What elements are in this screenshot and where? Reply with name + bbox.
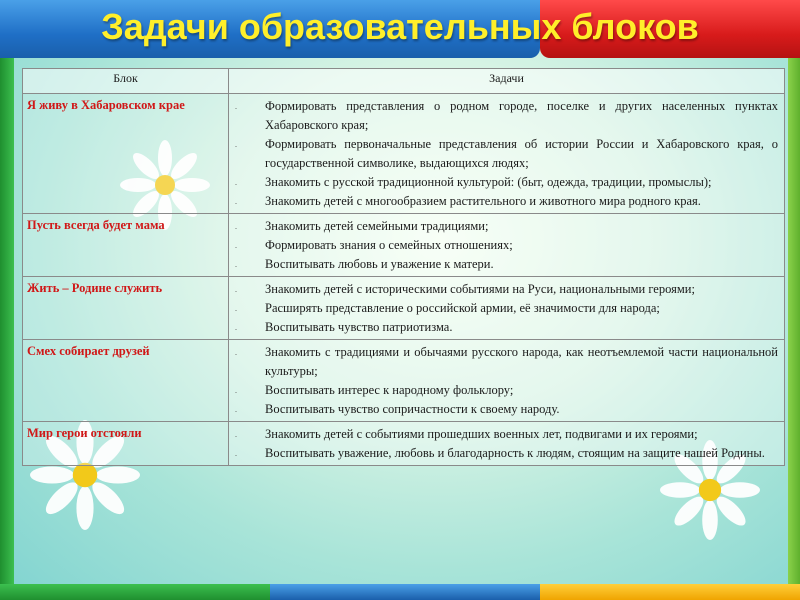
bullet: . bbox=[235, 222, 237, 231]
task-text: Расширять представление о российской армии, её значимости для народа; bbox=[265, 301, 660, 315]
task-list bbox=[229, 277, 785, 340]
task-item bbox=[235, 444, 778, 463]
bullet: . bbox=[235, 348, 237, 357]
task-item bbox=[235, 97, 778, 135]
header-block: Блок bbox=[23, 69, 229, 94]
block-name: Мир герои отстояли bbox=[23, 422, 229, 466]
bullet: . bbox=[235, 260, 237, 269]
task-list bbox=[229, 214, 785, 277]
bullet: . bbox=[235, 405, 237, 414]
task-text: Формировать представления о родном городе, поселке и других населенных пунктах Хабаровского края; bbox=[265, 99, 778, 132]
task-item bbox=[235, 400, 778, 419]
task-text: Знакомить с русской традиционной культурой: (быт, одежда, традиции, промыслы); bbox=[265, 175, 712, 189]
frame-bar-right-green bbox=[788, 58, 800, 600]
task-text: Воспитывать уважение, любовь и благодарность к людям, стоящим на защите нашей Родины. bbox=[265, 446, 765, 460]
task-item bbox=[235, 236, 778, 255]
bullet: . bbox=[235, 304, 237, 313]
task-item bbox=[235, 299, 778, 318]
bullet: . bbox=[235, 285, 237, 294]
task-text: Формировать знания о семейных отношениях; bbox=[265, 238, 513, 252]
task-item bbox=[235, 135, 778, 173]
tasks-table-container bbox=[22, 68, 785, 594]
bullet: . bbox=[235, 430, 237, 439]
task-item bbox=[235, 425, 778, 444]
task-text: Знакомить детей семейными традициями; bbox=[265, 219, 489, 233]
table-row bbox=[23, 340, 785, 422]
task-text: Формировать первоначальные представления об истории России и Хабаровского края, о государственной символике, выдающихся людях; bbox=[265, 137, 778, 170]
bullet: . bbox=[235, 449, 237, 458]
frame-bar-left-green bbox=[0, 58, 14, 600]
bullet: . bbox=[235, 323, 237, 332]
task-text: Знакомить с традициями и обычаями русского народа, как неотъемлемой части национальной культуры; bbox=[265, 345, 778, 378]
task-item bbox=[235, 192, 778, 211]
bullet: . bbox=[235, 102, 237, 111]
table-row bbox=[23, 214, 785, 277]
bullet: . bbox=[235, 197, 237, 206]
bullet: . bbox=[235, 140, 237, 149]
task-item bbox=[235, 318, 778, 337]
block-name: Смех собирает друзей bbox=[23, 340, 229, 422]
block-name: Я живу в Хабаровском крае bbox=[23, 94, 229, 214]
table-row bbox=[23, 422, 785, 466]
task-text: Воспитывать любовь и уважение к матери. bbox=[265, 257, 494, 271]
task-text: Знакомить детей с историческими событиями на Руси, национальными героями; bbox=[265, 282, 695, 296]
task-list bbox=[229, 340, 785, 422]
bullet: . bbox=[235, 386, 237, 395]
task-text: Воспитывать интерес к народному фольклору; bbox=[265, 383, 514, 397]
task-list bbox=[229, 94, 785, 214]
task-item bbox=[235, 280, 778, 299]
table-row bbox=[23, 277, 785, 340]
task-item bbox=[235, 173, 778, 192]
table-header-row bbox=[23, 69, 785, 94]
task-text: Знакомить детей с событиями прошедших военных лет, подвигами и их героями; bbox=[265, 427, 698, 441]
task-item bbox=[235, 381, 778, 400]
task-item bbox=[235, 343, 778, 381]
bullet: . bbox=[235, 178, 237, 187]
bullet: . bbox=[235, 241, 237, 250]
task-text: Воспитывать чувство сопричастности к своему народу. bbox=[265, 402, 560, 416]
block-name: Жить – Родине служить bbox=[23, 277, 229, 340]
header-tasks: Задачи bbox=[229, 69, 785, 94]
task-text: Воспитывать чувство патриотизма. bbox=[265, 320, 453, 334]
slide-title: Задачи образовательных блоков bbox=[101, 6, 699, 47]
table-row bbox=[23, 94, 785, 214]
task-item bbox=[235, 255, 778, 274]
tasks-table bbox=[22, 68, 785, 466]
task-text: Знакомить детей с многообразием растительного и животного мира родного края. bbox=[265, 194, 701, 208]
task-item bbox=[235, 217, 778, 236]
block-name: Пусть всегда будет мама bbox=[23, 214, 229, 277]
task-list bbox=[229, 422, 785, 466]
